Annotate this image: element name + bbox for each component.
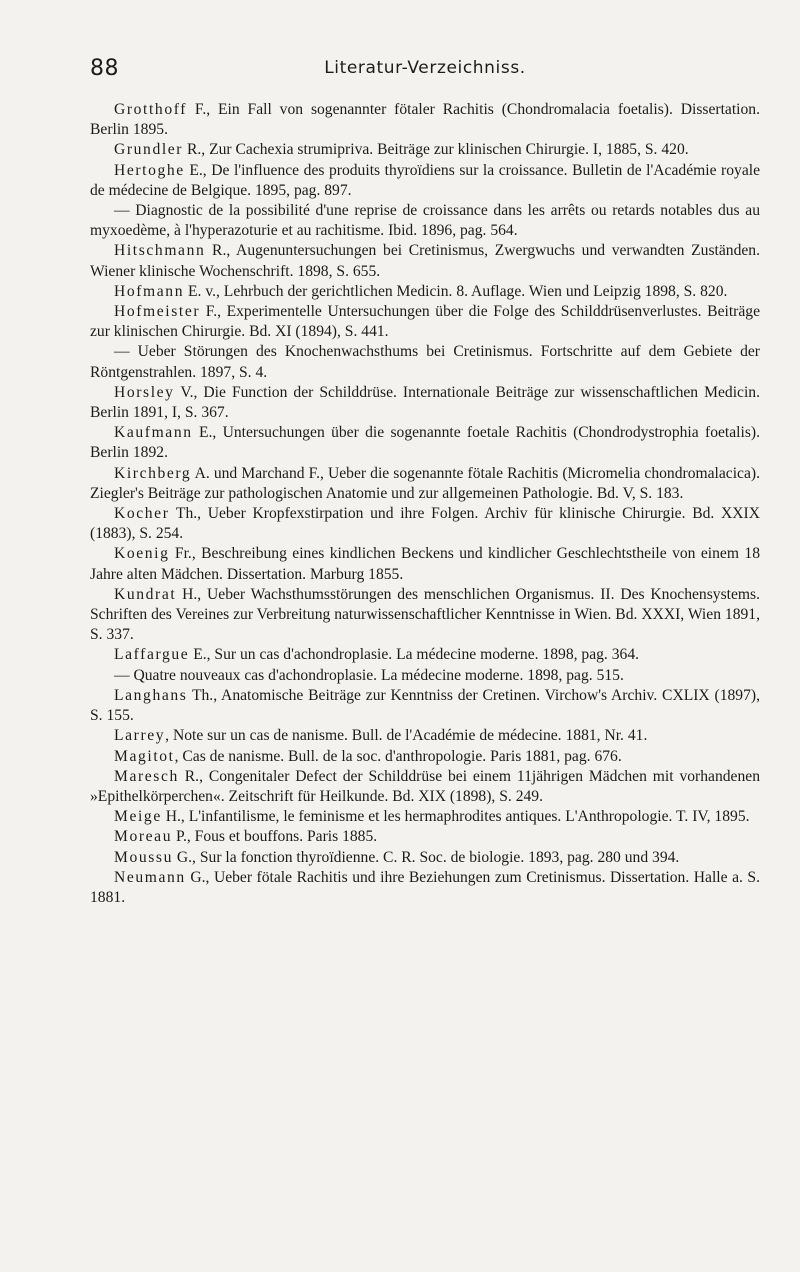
entry-author: Moussu <box>114 848 173 866</box>
entry-text: E. v., Lehrbuch der gerichtlichen Medicin. 8. Auflage. Wien und Leipzig 1898, S. 820. <box>184 282 728 300</box>
entry-author: Langhans <box>114 686 188 704</box>
running-title: Literatur-Verzeichniss. <box>324 58 526 78</box>
bibliography-entry <box>90 827 760 847</box>
bibliography-entry <box>90 544 760 584</box>
entry-text: , Cas de nanisme. Bull. de la soc. d'anthropologie. Paris 1881, pag. 676. <box>174 747 622 765</box>
entry-text: Fr., Beschreibung eines kindlichen Beckens und kindlicher Geschlechtstheile von einem 18 Jahre alten Mädchen. Dissertation. Marburg 1855. <box>90 545 760 583</box>
bibliography-entry <box>90 767 760 807</box>
bibliography-entry <box>90 504 760 544</box>
bibliography-entry <box>90 241 760 281</box>
bibliography-entry <box>90 726 760 746</box>
entry-text: F., Experimentelle Untersuchungen über die Folge des Schilddrüsenverlustes. Beiträge zur klinischen Chirurgie. Bd. XI (1894), S. 441. <box>90 303 760 341</box>
entry-text: , Note sur un cas de nanisme. Bull. de l'Académie de médecine. 1881, Nr. 41. <box>165 727 648 745</box>
entry-author: Kaufmann <box>114 424 193 442</box>
entry-author: Grundler <box>114 141 184 159</box>
entry-text: G., Ueber fötale Rachitis und ihre Beziehungen zum Cretinismus. Dissertation. Halle a. S. 1881. <box>90 868 760 906</box>
bibliography-entry <box>90 645 760 665</box>
entry-author: Larrey <box>114 727 166 745</box>
bibliography-entry <box>90 302 760 342</box>
entry-author: Meige <box>114 808 162 826</box>
bibliography-entry <box>90 201 760 241</box>
bibliography-entry <box>90 423 760 463</box>
entry-author: Grotthoff <box>114 101 188 118</box>
entry-text: Th., Ueber Kropfexstirpation und ihre Folgen. Archiv für klinische Chirurgie. Bd. XXIX (1883), S. 254. <box>90 505 760 543</box>
bibliography-entry <box>90 464 760 504</box>
entry-author: Magitot <box>114 747 175 765</box>
entry-author: Neumann <box>114 868 186 886</box>
entry-author: Moreau <box>114 828 173 846</box>
entry-author: Hofmann <box>114 282 185 300</box>
page-header <box>90 56 760 84</box>
entry-text: F., Ein Fall von sogenannter fötaler Rachitis (Chondromalacia foetalis). Dissertation. Berlin 1895. <box>90 101 760 139</box>
bibliography-entry <box>90 807 760 827</box>
entry-text: — Diagnostic de la possibilité d'une reprise de croissance dans les arrêts ou retards notables dus au myxoedème, à l'hyperazoturie et au rachitisme. Ibid. 1896, pag. 564. <box>90 202 760 240</box>
entry-author: Horsley <box>114 383 175 401</box>
entry-text: R., Congenitaler Defect der Schilddrüse bei einem 11jährigen Mädchen mit vorhandenen »Epithelkörperchen«. Zeitschrift für Heilkunde. Bd. XIX (1898), S. 249. <box>90 767 760 805</box>
entry-text: H., L'infantilisme, le feminisme et les hermaphrodites antiques. L'Anthropologie. T. IV, 1895. <box>161 808 750 826</box>
entry-text: — Ueber Störungen des Knochenwachsthums bei Cretinismus. Fortschritte auf dem Gebiete der Röntgenstrahlen. 1897, S. 4. <box>90 343 760 381</box>
bibliography-entry <box>90 868 760 908</box>
entry-author: Hertoghe <box>114 161 185 179</box>
entry-text: R., Augenuntersuchungen bei Cretinismus, Zwergwuchs und verwandten Zuständen. Wiener klinische Wochenschrift. 1898, S. 655. <box>90 242 760 280</box>
bibliography-entry <box>90 383 760 423</box>
entry-text: Th., Anatomische Beiträge zur Kenntniss der Cretinen. Virchow's Archiv. CXLIX (1897), S. 155. <box>90 686 760 725</box>
entry-author: Maresch <box>114 767 179 785</box>
bibliography-list <box>90 100 760 908</box>
entry-text: H., Ueber Wachsthumsstörungen des menschlichen Organismus. II. Des Knochensystems. Schriften des Vereines zur Verbreitung naturwissenschaftlicher Kenntnisse in Wien. Bd. XXXI, Wien 1891, S. 337. <box>90 585 760 644</box>
entry-text: E., Sur un cas d'achondroplasie. La médecine moderne. 1898, pag. 364. <box>189 646 640 664</box>
bibliography-entry <box>90 161 760 201</box>
bibliography-entry <box>90 282 760 302</box>
entry-text: E., Untersuchungen über die sogenannte foetale Rachitis (Chondrodystrophia foetalis). Berlin 1892. <box>90 424 760 462</box>
bibliography-entry <box>90 342 760 382</box>
bibliography-entry <box>90 848 760 868</box>
bibliography-entry <box>90 140 760 160</box>
entry-text: G., Sur la fonction thyroïdienne. C. R. Soc. de biologie. 1893, pag. 280 und 394. <box>173 848 680 866</box>
page-number: 88 <box>90 56 119 81</box>
entry-text: V., Die Function der Schilddrüse. Internationale Beiträge zur wissenschaftlichen Medicin. Berlin 1891, I, S. 367. <box>90 383 760 422</box>
entry-text: P., Fous et bouffons. Paris 1885. <box>172 828 378 846</box>
bibliography-entry <box>90 585 760 646</box>
entry-author: Hofmeister <box>114 303 201 321</box>
bibliography-entry <box>90 686 760 726</box>
entry-author: Laffargue <box>114 646 190 664</box>
entry-author: Kirchberg <box>114 464 192 482</box>
entry-text: R., Zur Cachexia strumipriva. Beiträge zur klinischen Chirurgie. I, 1885, S. 420. <box>183 141 689 159</box>
entry-text: A. und Marchand F., Ueber die sogenannte fötale Rachitis (Micromelia chondromalacica). Ziegler's Beiträge zur pathologischen Anatomie und zur allgemeinen Pathologie. Bd. V, S. 183. <box>90 464 760 502</box>
entry-author: Hitschmann <box>114 242 206 260</box>
entry-author: Koenig <box>114 545 170 563</box>
entry-text: E., De l'influence des produits thyroïdiens sur la croissance. Bulletin de l'Académie royale de médecine de Belgique. 1895, pag. 897. <box>90 161 760 199</box>
bibliography-entry <box>90 100 760 140</box>
entry-author: Kocher <box>114 505 170 523</box>
bibliography-entry <box>90 747 760 767</box>
entry-author: Kundrat <box>114 585 177 603</box>
entry-text: — Quatre nouveaux cas d'achondroplasie. La médecine moderne. 1898, pag. 515. <box>114 666 624 684</box>
bibliography-entry <box>90 666 760 686</box>
